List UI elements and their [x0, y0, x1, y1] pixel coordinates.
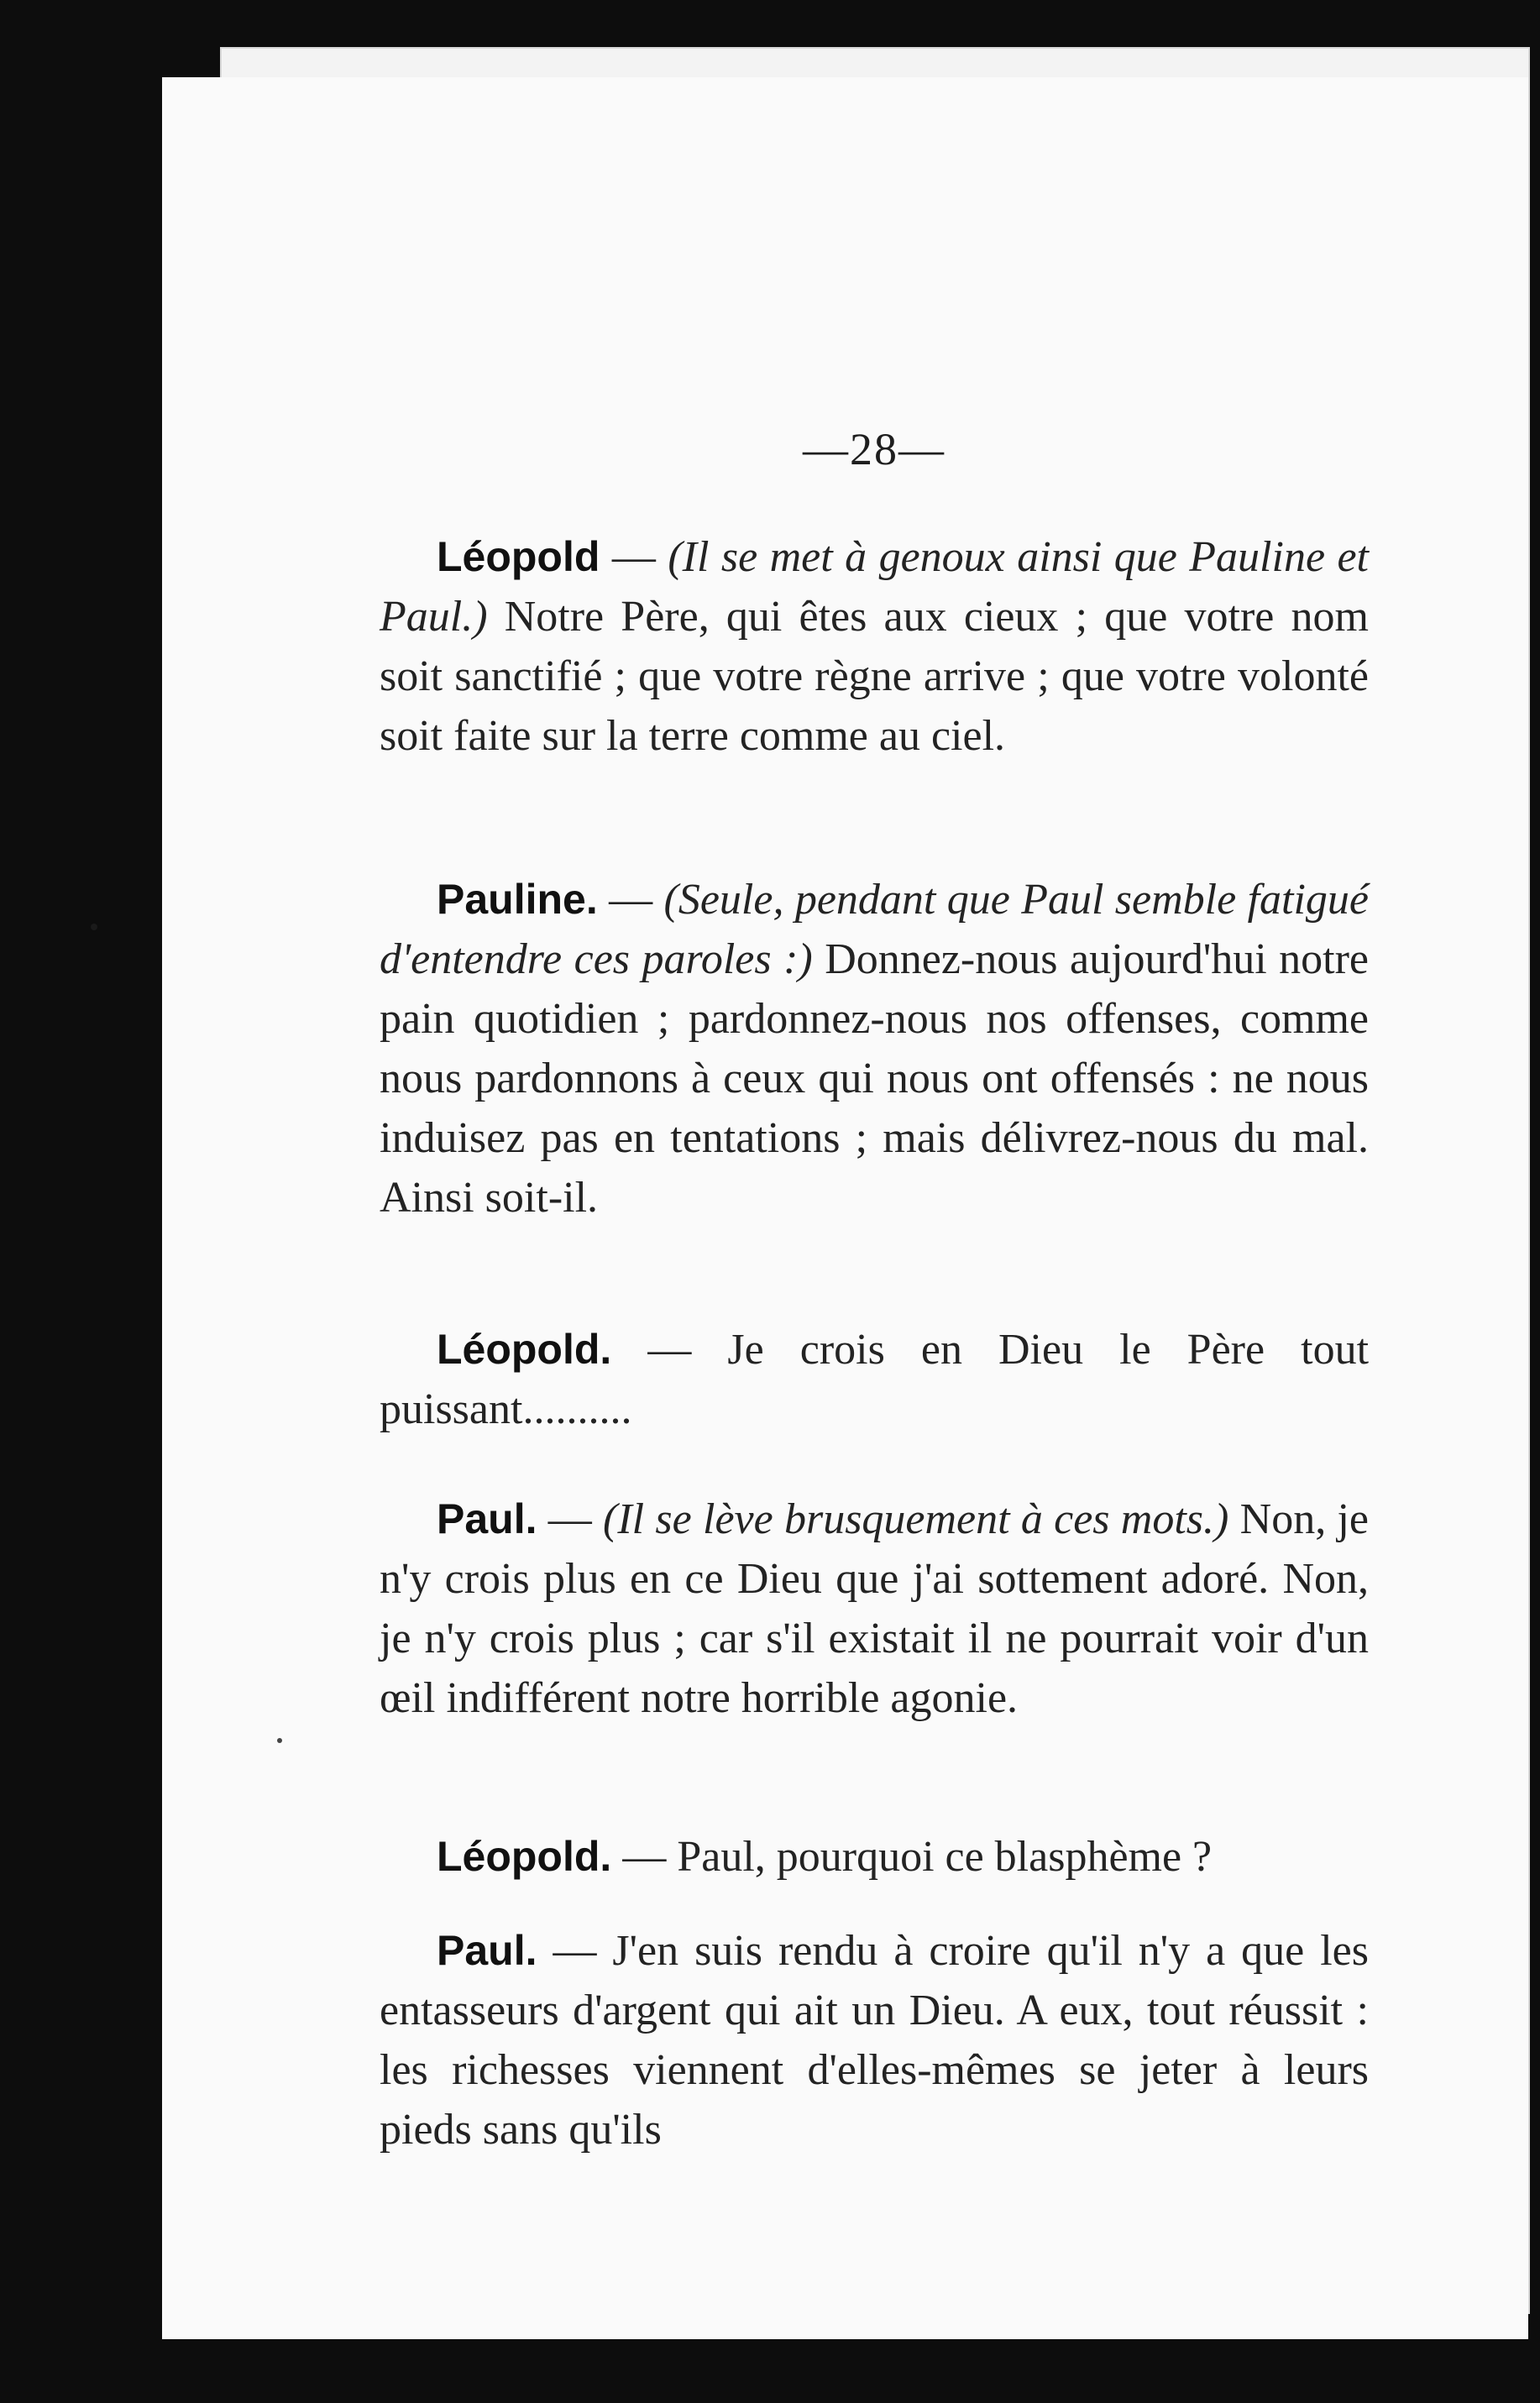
speaker-name: Pauline. [437, 876, 598, 923]
dialogue-text: Paul, pourquoi ce blasphème ? [677, 1833, 1213, 1881]
speaker-name: Léopold. [437, 1833, 612, 1880]
dash: — [609, 876, 653, 924]
stage-direction: (Seule, pendant que Paul semble fatigué d'entendre ces paroles :) [380, 876, 1370, 983]
stage-direction: (Il se met à genoux ainsi que Pauline et Paul.) [380, 533, 1370, 641]
dialogue-paragraph [380, 1921, 1369, 2160]
book-page [162, 77, 1528, 2339]
dialogue-paragraph [380, 1489, 1369, 1728]
dash: — [622, 1833, 667, 1881]
dialogue-text: Non, je n'y crois plus en ce Dieu que j'ai sottement adoré. Non, je n'y crois plus ; car s'il existait il ne pourrait voir d'un œil indifférent notre horrible agonie. [380, 1495, 1370, 1722]
speaker-name: Paul. [437, 1495, 537, 1542]
dash: — [553, 1927, 597, 1975]
dialogue-paragraph [380, 1320, 1369, 1439]
dialogue-paragraph [380, 1827, 1369, 1887]
dash: — [611, 533, 656, 581]
dialogue-text: Donnez-nous aujourd'hui notre pain quotidien ; pardonnez-nous nos offenses, comme nous pardonnons à ceux qui nous ont offensés : ne nous induisez pas en tentations ; mais délivrez-nous du mal. Ainsi soit-il. [380, 935, 1369, 1222]
dialogue-text: Je crois en Dieu le Père tout puissant.......... [380, 1326, 1370, 1433]
scan-speck [277, 1738, 282, 1743]
speaker-name: Léopold [437, 533, 600, 580]
dialogue-paragraph [380, 527, 1369, 766]
dialogue-paragraph [380, 870, 1369, 1228]
speaker-name: Léopold. [437, 1326, 612, 1373]
page-number: —28— [803, 424, 945, 474]
stage-direction: (Il se lève brusquement à ces mots.) [603, 1495, 1229, 1543]
dialogue-text: Notre Père, qui êtes aux cieux ; que votre nom soit sanctifié ; que votre règne arrive ; que votre volonté soit faite sur la terre comme au ciel. [380, 593, 1369, 760]
dash: — [547, 1495, 592, 1543]
dash: — [647, 1326, 692, 1374]
speaker-name: Paul. [437, 1927, 537, 1974]
dialogue-text: J'en suis rendu à croire qu'il n'y a que les entasseurs d'argent qui ait un Dieu. A eux, tout réussit : les richesses viennent d'elles-mêmes se jeter à leurs pieds sans qu'ils [380, 1927, 1369, 2154]
scan-speck [91, 924, 97, 930]
